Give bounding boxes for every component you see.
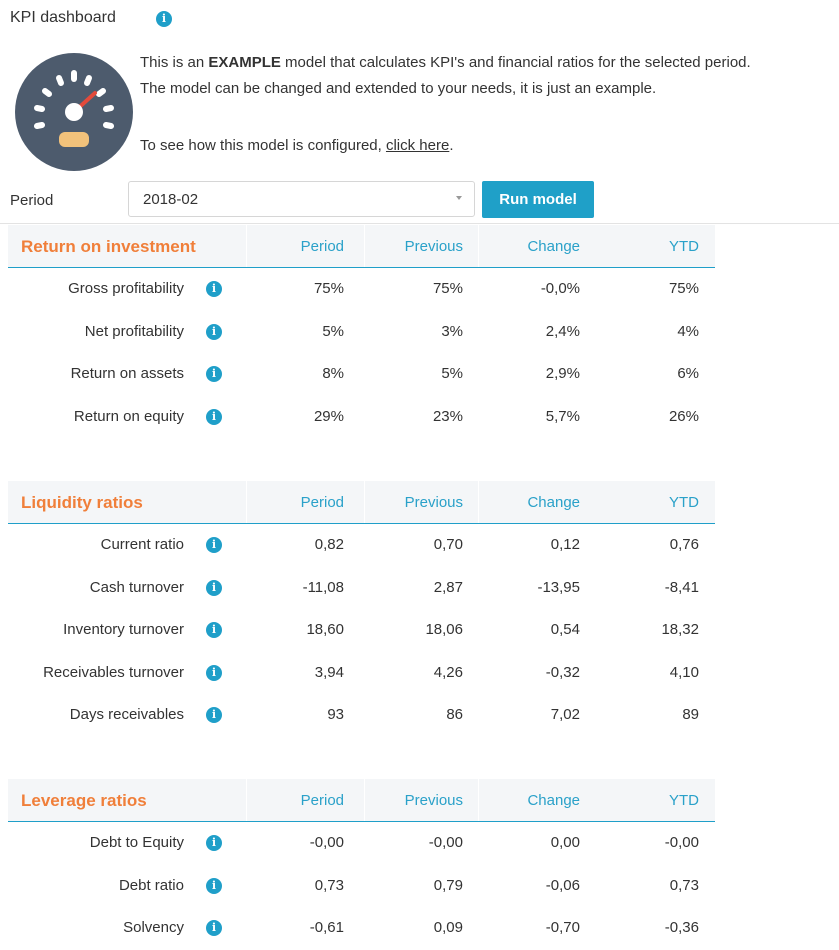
row-label: Return on equity bbox=[73, 407, 184, 425]
section-title: Leverage ratios bbox=[21, 791, 147, 810]
page-title: KPI dashboard bbox=[10, 9, 116, 26]
value-period: 8% bbox=[322, 365, 344, 383]
table-row bbox=[8, 396, 715, 439]
value-period: 75% bbox=[313, 280, 344, 297]
column-header-ytd: YTD bbox=[669, 238, 699, 255]
row-label: Gross profitability bbox=[68, 280, 184, 297]
value-ytd: 89 bbox=[682, 706, 699, 724]
info-icon[interactable]: i bbox=[206, 409, 222, 425]
value-previous: 4,26 bbox=[433, 663, 463, 681]
intro-line-3: To see how this model is configured, click here. bbox=[140, 137, 454, 154]
row-label: Cash turnover bbox=[89, 578, 184, 596]
value-ytd: 75% bbox=[668, 280, 699, 297]
table-row bbox=[8, 694, 715, 737]
value-previous: 86 bbox=[446, 706, 463, 724]
speedometer-icon bbox=[15, 53, 133, 171]
value-previous: 0,79 bbox=[433, 876, 463, 894]
section-title: Liquidity ratios bbox=[21, 493, 143, 512]
row-label: Inventory turnover bbox=[63, 621, 184, 639]
period-label: Period bbox=[10, 192, 54, 209]
row-label: Current ratio bbox=[100, 536, 184, 553]
value-ytd: 0,76 bbox=[669, 536, 699, 553]
value-change: -0,70 bbox=[545, 919, 580, 937]
column-header-change: Change bbox=[527, 494, 580, 511]
value-previous: 0,09 bbox=[433, 919, 463, 937]
table-row bbox=[8, 311, 715, 354]
info-icon[interactable]: i bbox=[206, 707, 222, 723]
value-period: 5% bbox=[322, 322, 344, 340]
row-label: Return on assets bbox=[70, 365, 184, 383]
info-icon[interactable]: i bbox=[206, 622, 222, 638]
value-previous: 5% bbox=[441, 365, 463, 383]
value-change: 0,00 bbox=[550, 834, 580, 851]
intro-text bbox=[140, 50, 751, 159]
info-icon[interactable]: i bbox=[206, 324, 222, 340]
column-header-ytd: YTD bbox=[669, 792, 699, 809]
chevron-down-icon bbox=[456, 196, 462, 200]
value-change: 5,7% bbox=[545, 407, 580, 425]
info-icon[interactable]: i bbox=[206, 537, 222, 553]
value-period: 29% bbox=[313, 407, 344, 425]
table-row bbox=[8, 353, 715, 396]
period-select-value: 2018-02 bbox=[143, 191, 199, 208]
value-change: -0,32 bbox=[545, 663, 580, 681]
section-2 bbox=[8, 779, 715, 950]
info-icon[interactable]: i bbox=[206, 665, 222, 681]
period-select[interactable] bbox=[128, 181, 475, 217]
divider bbox=[0, 223, 839, 224]
info-icon[interactable]: i bbox=[206, 835, 222, 851]
row-label: Debt to Equity bbox=[89, 834, 184, 851]
value-previous: 23% bbox=[432, 407, 463, 425]
value-ytd: -0,00 bbox=[664, 834, 699, 851]
info-icon[interactable]: i bbox=[206, 920, 222, 936]
value-change: -0,06 bbox=[545, 876, 580, 894]
column-header-period: Period bbox=[300, 792, 344, 809]
click-here-link[interactable]: click here bbox=[385, 137, 450, 154]
value-ytd: -8,41 bbox=[664, 578, 699, 596]
column-header-change: Change bbox=[527, 792, 580, 809]
value-change: 7,02 bbox=[550, 706, 580, 724]
info-icon[interactable]: i bbox=[156, 11, 172, 27]
value-previous: 2,87 bbox=[433, 578, 463, 596]
value-previous: 3% bbox=[441, 322, 463, 340]
value-change: -13,95 bbox=[537, 578, 580, 596]
table-row bbox=[8, 652, 715, 695]
column-header-change: Change bbox=[527, 238, 580, 255]
value-previous: 18,06 bbox=[425, 621, 463, 639]
section-0 bbox=[8, 225, 715, 438]
info-icon[interactable]: i bbox=[206, 580, 222, 596]
intro-line-1: This is an EXAMPLE model that calculates KPI's and financial ratios for the selected period. bbox=[140, 54, 751, 71]
value-period: 0,73 bbox=[314, 876, 344, 894]
value-period: -11,08 bbox=[302, 578, 344, 596]
table-row bbox=[8, 609, 715, 652]
row-label: Days receivables bbox=[69, 706, 184, 724]
section-header bbox=[8, 779, 715, 822]
value-ytd: -0,36 bbox=[664, 919, 699, 937]
column-header-period: Period bbox=[300, 494, 344, 511]
value-change: 0,12 bbox=[550, 536, 580, 553]
table-row bbox=[8, 907, 715, 950]
section-title: Return on investment bbox=[21, 237, 196, 256]
value-period: 3,94 bbox=[314, 663, 344, 681]
row-label: Solvency bbox=[123, 919, 184, 937]
row-label: Net profitability bbox=[84, 322, 184, 340]
column-header-previous: Previous bbox=[404, 238, 463, 255]
intro-line-2: The model can be changed and extended to your needs, it is just an example. bbox=[140, 80, 657, 97]
value-ytd: 0,73 bbox=[669, 876, 699, 894]
value-change: 2,4% bbox=[545, 322, 580, 340]
section-header bbox=[8, 225, 715, 268]
info-icon[interactable]: i bbox=[206, 281, 222, 297]
column-header-previous: Previous bbox=[404, 792, 463, 809]
info-icon[interactable]: i bbox=[206, 878, 222, 894]
row-label: Receivables turnover bbox=[43, 663, 184, 681]
value-ytd: 26% bbox=[668, 407, 699, 425]
table-row bbox=[8, 567, 715, 610]
column-header-previous: Previous bbox=[404, 494, 463, 511]
table-row bbox=[8, 524, 715, 567]
value-change: -0,0% bbox=[540, 280, 580, 297]
column-header-ytd: YTD bbox=[669, 494, 699, 511]
value-ytd: 4% bbox=[677, 322, 699, 340]
section-header bbox=[8, 481, 715, 524]
row-label: Debt ratio bbox=[118, 876, 184, 894]
info-icon[interactable]: i bbox=[206, 366, 222, 382]
value-ytd: 18,32 bbox=[661, 621, 699, 639]
value-ytd: 6% bbox=[677, 365, 699, 383]
value-previous: 75% bbox=[432, 280, 463, 297]
column-header-period: Period bbox=[300, 238, 344, 255]
value-period: 93 bbox=[327, 706, 344, 724]
section-1 bbox=[8, 481, 715, 737]
value-previous: -0,00 bbox=[428, 834, 463, 851]
value-ytd: 4,10 bbox=[669, 663, 699, 681]
example-emphasis: EXAMPLE bbox=[208, 54, 281, 71]
value-period: -0,61 bbox=[309, 919, 344, 937]
table-row bbox=[8, 865, 715, 908]
value-period: 0,82 bbox=[314, 536, 344, 553]
value-period: 18,60 bbox=[306, 621, 344, 639]
table-row bbox=[8, 268, 715, 311]
value-change: 0,54 bbox=[550, 621, 580, 639]
run-model-button[interactable]: Run model bbox=[482, 181, 594, 218]
value-change: 2,9% bbox=[545, 365, 580, 383]
table-row bbox=[8, 822, 715, 865]
value-period: -0,00 bbox=[309, 834, 344, 851]
value-previous: 0,70 bbox=[433, 536, 463, 553]
